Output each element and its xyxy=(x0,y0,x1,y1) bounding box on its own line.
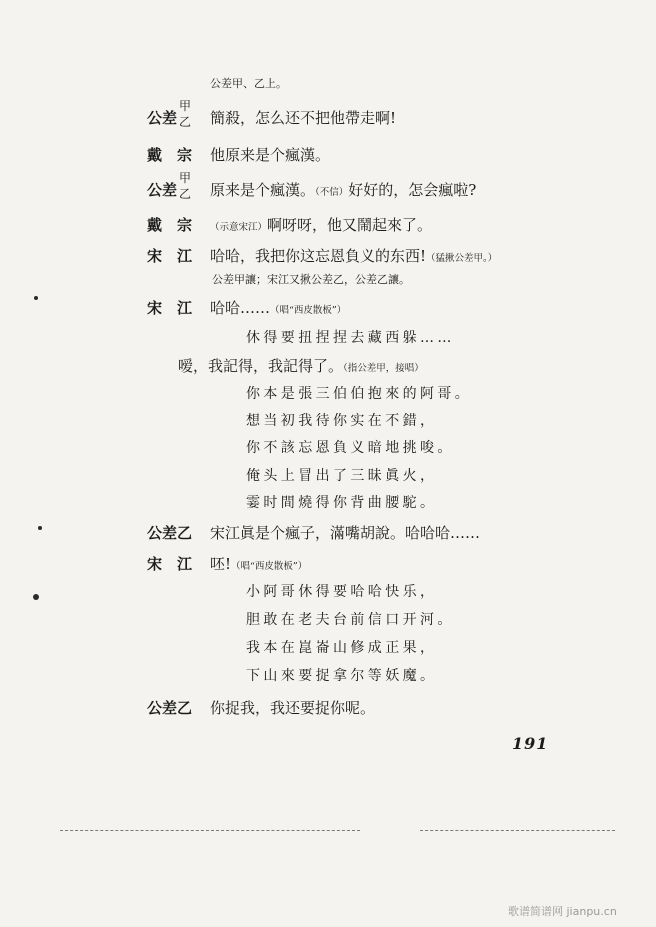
stage-note: （示意宋江） xyxy=(210,222,268,233)
verse-line: 想当初我待你实在不錯， xyxy=(246,413,438,429)
page-number: 191 xyxy=(512,734,549,753)
verse-line: 你本是張三伯伯抱來的阿哥。 xyxy=(246,386,473,402)
dialogue-text: （示意宋江）啊呀呀，他又鬧起來了。 xyxy=(210,216,433,234)
verse-line: 胆敢在老夫台前信口开河。 xyxy=(246,612,455,628)
speaker-stack-yi: 乙 xyxy=(178,115,191,129)
dialogue-text: 原来是个瘋漢。（不信）好好的，怎会瘋啦? xyxy=(210,181,477,199)
speaker-songjiang: 宋 江 xyxy=(147,555,193,573)
speaker-songjiang: 宋 江 xyxy=(147,299,193,317)
stage-note: （唱“西皮散板”） xyxy=(270,305,347,316)
speaker-daizong: 戴 宗 xyxy=(147,216,193,234)
speaker-stack-yi: 乙 xyxy=(178,187,191,201)
speaker-stack-jia: 甲 xyxy=(178,99,191,113)
dialogue-text: 簡殺，怎么还不把他帶走啊! xyxy=(210,109,397,127)
stage-note: （唱“西皮散板”） xyxy=(231,561,308,572)
scan-speck xyxy=(34,296,38,300)
exclaim-line: 嗳，我記得，我記得了。（指公差甲，接唱） xyxy=(178,357,424,375)
scan-speck xyxy=(38,526,42,530)
dialogue-text: 他原来是个瘋漢。 xyxy=(210,146,331,164)
speaker-stack-jia: 甲 xyxy=(178,171,191,185)
verse-line: 俺头上冒出了三昧眞火， xyxy=(246,468,438,484)
speaker-daizong: 戴 宗 xyxy=(147,146,193,164)
dialogue-text: 宋江眞是个瘋子，滿嘴胡說。哈哈哈…… xyxy=(210,524,481,542)
bottom-rule-right xyxy=(420,830,615,831)
verse-line: 休得要扭捏捏去藏西躲…… xyxy=(246,330,455,346)
dialogue-text: 哈哈，我把你这忘恩負义的东西!（猛揪公差甲。） xyxy=(210,247,498,265)
stage-direction-top: 公差甲、乙上。 xyxy=(210,77,287,90)
stage-direction: 公差甲讓；宋江又揪公差乙，公差乙讓。 xyxy=(212,273,410,286)
speaker-songjiang: 宋 江 xyxy=(147,247,193,265)
dialogue-text: 哈哈……（唱“西皮散板”） xyxy=(210,299,347,317)
verse-line: 霎时間燒得你背曲腰駝。 xyxy=(246,495,438,511)
verse-line: 你不該忘恩負义暗地挑唆。 xyxy=(246,440,455,456)
dialogue-text: 你捉我，我还要捉你呢。 xyxy=(210,699,376,717)
bottom-rule-left xyxy=(60,830,360,831)
scan-speck xyxy=(33,594,39,600)
stage-note: （不信） xyxy=(315,187,349,198)
speaker-gongcha-yi: 公差乙 xyxy=(147,524,193,542)
speaker-gongcha: 公差 xyxy=(147,181,178,199)
speaker-gongcha-yi: 公差乙 xyxy=(147,699,193,717)
speaker-gongcha: 公差 xyxy=(147,109,178,127)
stage-note: （指公差甲，接唱） xyxy=(343,363,424,374)
stage-note: （猛揪公差甲。） xyxy=(426,253,498,264)
verse-line: 我本在崑崙山修成正果， xyxy=(246,640,438,656)
dialogue-text: 呸!（唱“西皮散板”） xyxy=(210,555,308,573)
verse-line: 小阿哥休得要哈哈快乐， xyxy=(246,584,438,600)
watermark: 歌谱简谱网 jianpu.cn xyxy=(508,905,617,918)
verse-line: 下山來要捉拿尔等妖魔。 xyxy=(246,668,438,684)
